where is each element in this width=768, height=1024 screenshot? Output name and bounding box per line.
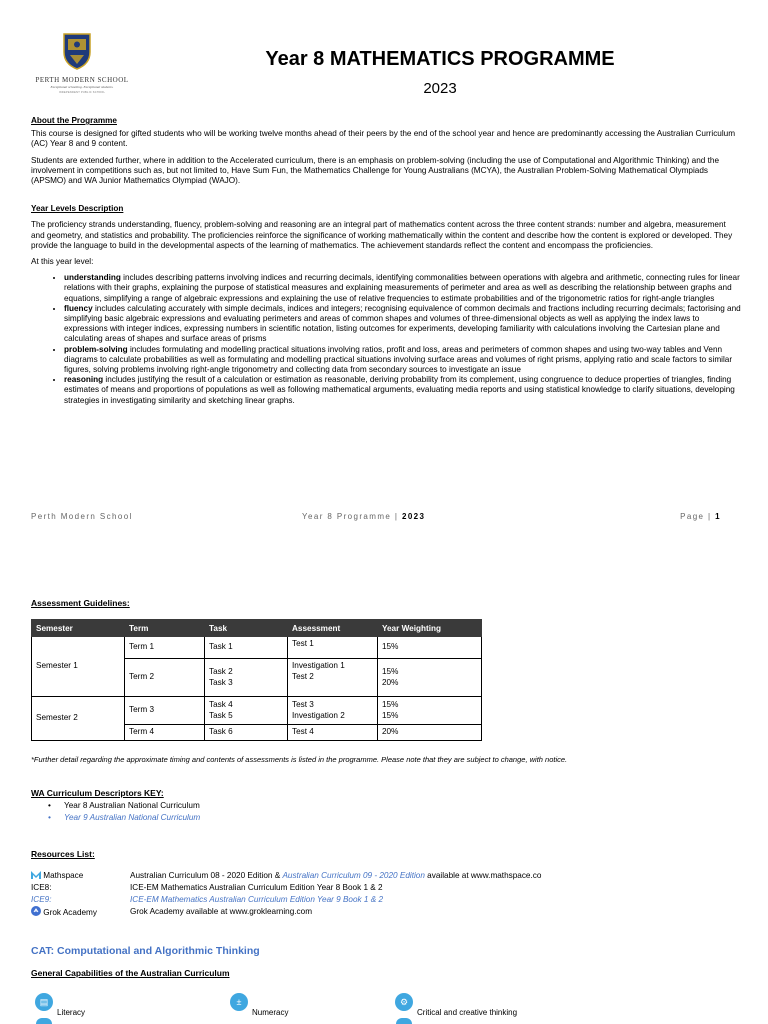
assessment-note: *Further detail regarding the approximate timing and contents of assessments is listed in the programme. Please note that they are subject to change, with notice.: [31, 755, 568, 764]
assessment-cell: [288, 697, 378, 725]
key-heading: WA Curriculum Descriptors KEY:: [31, 788, 164, 798]
resource-value: Grok Academy available at www.groklearning.com: [130, 907, 313, 916]
footer-programme: [302, 512, 425, 521]
column-header: Semester: [32, 620, 125, 637]
critical-thinking-icon: ⚙: [395, 993, 413, 1011]
column-header: Term: [125, 620, 205, 637]
levels-intro: At this year level:: [31, 257, 94, 267]
strand-term: understanding: [64, 273, 121, 283]
strand-text: includes describing patterns involving indices and recurring decimals, identifying commonalities between operations with algebra and arithmetic, connecting rules for linear relations with their graphs, explaining the purpose of statistical measures and explaining measurements of perimeter and area as well as describing the relationship between graphs and equations, simplifying a range of algebraic expressions and explaining the use of relative frequencies to estimate probabilities and of the trigonometric ratios for right-angle triangles: [64, 273, 740, 303]
school-crest-icon: [62, 30, 92, 70]
assessment-heading: Assessment Guidelines:: [31, 598, 130, 608]
page-one-content: [31, 116, 741, 406]
strand-text: includes formulating and modelling practical situations involving ratios, profit and loss, areas and perimeters of common shapes and using two-way tables and Venn diagrams to calculate probabilities as well as formulating and modelling practical situations involving surface areas and volumes of right prisms, applying ratio and scale factors to similar figures, solving problems involving right-angle trigonometry and collecting data from secondary sources to investigate an issue: [64, 344, 733, 375]
list-item: [64, 345, 741, 376]
assessment-cell: Test 4: [288, 725, 378, 741]
about-paragraph-2: Students are extended further, where in addition to the Accelerated curriculum, there is an emphasis on problem-solving (including the use of Computational and Algorithmic Thinking) and the involvement in competitions such as, but not limited to, Have Sum Fun, the Mathematics Challenge for Young Australians (MCYA), the Australian Problem-Solving Mathematical Olympiads (APSMO) and WA Junior Mathematics Olympiad (WAJO).: [31, 155, 719, 186]
footer-page-number: 1: [715, 512, 721, 521]
strand-term: fluency: [64, 303, 93, 313]
levels-paragraph: The proficiency strands understanding, fluency, problem-solving and reasoning are an integral part of mathematics content across the three content strands: number and algebra, measurement and geometry, and statistics and probability. The proficiencies reinforce the significance of working mathematically within the content and describe how the content is explored or developed. They provide the language to build in the developmental aspects of the learning of mathematics. The achievement standards reflect the content and encompass the proficiencies.: [31, 220, 733, 250]
assessment-cell: [288, 659, 378, 697]
semester-cell: Semester 1: [32, 637, 125, 697]
capability-label: Numeracy: [252, 1008, 289, 1017]
school-tagline: Exceptional schooling. Exceptional students.: [50, 85, 114, 89]
resource-label: [31, 870, 129, 881]
column-header: Year Weighting: [378, 620, 482, 637]
resource-value: ICE-EM Mathematics Australian Curriculum Edition Year 9 Book 1 & 2: [130, 895, 384, 904]
footer-page-label: Page |: [680, 512, 716, 521]
task-line: Task 4: [209, 700, 233, 709]
page-two: [0, 560, 768, 1024]
weighting-cell: [378, 659, 482, 697]
task-cell: Task 6: [205, 725, 288, 741]
resource-label: ICE8:: [31, 883, 52, 892]
list-item: • Year 9 Australian National Curriculum: [31, 812, 200, 824]
task-cell: [205, 659, 288, 697]
semester-cell: Semester 2: [32, 697, 125, 741]
about-paragraph-1: This course is designed for gifted students who will be working twelve months ahead of their peers by the end of the school year and hence are predominantly accessing the Australian Curriculum (AC) Year 8 and 9 content.: [31, 129, 736, 149]
numeracy-icon: ±: [230, 993, 248, 1011]
task-line: Task 3: [209, 677, 233, 687]
weighting-line: 15%: [382, 667, 399, 676]
term-cell: Term 3: [125, 697, 205, 725]
page-year: 2023: [423, 80, 457, 97]
task-cell: Task 1: [205, 637, 288, 659]
resource-text-y9: Australian Curriculum 09 - 2020 Edition: [282, 871, 425, 880]
resources-heading: Resources List:: [31, 849, 95, 859]
footer-school: Perth Modern School: [31, 512, 133, 521]
weighting-cell: [378, 697, 482, 725]
table-row: [32, 697, 482, 725]
resource-label: ICE9:: [31, 895, 52, 904]
resource-label-text: Grok Academy: [43, 908, 97, 917]
assessment-line: Test 2: [292, 671, 314, 681]
column-header: Assessment: [288, 620, 378, 637]
list-item: [64, 273, 741, 304]
assessment-line: Investigation 2: [292, 710, 345, 720]
footer-year: 2023: [401, 512, 426, 521]
assessment-line: Investigation 1: [292, 661, 345, 670]
strand-term: reasoning: [64, 375, 104, 385]
capability-icon-partial: [36, 1018, 52, 1024]
resource-text: available at www.mathspace.co: [424, 871, 542, 880]
list-item: [64, 375, 741, 406]
general-capabilities-heading: General Capabilities of the Australian Curriculum: [31, 968, 230, 978]
capability-icon-partial: [396, 1018, 412, 1024]
task-cell: [205, 697, 288, 725]
footer-page: [680, 512, 721, 521]
resource-label: [31, 906, 129, 918]
term-cell: Term 4: [125, 725, 205, 741]
weighting-line: 15%: [382, 710, 399, 720]
resource-value: [130, 870, 541, 881]
term-cell: Term 2: [125, 659, 205, 697]
grok-academy-icon: [31, 906, 41, 916]
table-row: [32, 637, 482, 659]
footer-programme-label: Year 8 Programme |: [302, 512, 402, 521]
school-subtag: INDEPENDENT PUBLIC SCHOOL: [58, 91, 106, 94]
task-line: Task 2: [209, 667, 233, 676]
weighting-cell: 20%: [378, 725, 482, 741]
assessment-line: Test 3: [292, 700, 314, 709]
table-header-row: [32, 620, 482, 637]
weighting-line: 20%: [382, 677, 399, 687]
levels-heading: Year Levels Description: [31, 204, 124, 214]
resource-label-text: Mathspace: [43, 871, 84, 880]
assessment-cell: Test 1: [288, 637, 378, 659]
weighting-line: 15%: [382, 700, 399, 709]
strands-list: [31, 273, 741, 406]
capability-label: Literacy: [57, 1008, 86, 1017]
strand-term: problem-solving: [64, 344, 128, 354]
list-item: [64, 304, 741, 345]
cat-heading: CAT: Computational and Algorithmic Thinking: [31, 945, 260, 957]
page-title: Year 8 MATHEMATICS PROGRAMME: [265, 48, 615, 70]
column-header: Task: [205, 620, 288, 637]
capability-label: Critical and creative thinking: [417, 1008, 518, 1017]
school-name: PERTH MODERN SCHOOL: [35, 76, 129, 84]
assessment-table: [31, 619, 482, 741]
about-heading: About the Programme: [31, 116, 117, 125]
literacy-icon: ▤: [35, 993, 53, 1011]
weighting-cell: 15%: [378, 637, 482, 659]
resource-text: Australian Curriculum 08 - 2020 Edition &: [130, 871, 283, 880]
list-item: • Year 8 Australian National Curriculum: [31, 800, 200, 812]
key-list: [31, 800, 200, 824]
resource-value: ICE-EM Mathematics Australian Curriculum Edition Year 8 Book 1 & 2: [130, 883, 383, 892]
term-cell: Term 1: [125, 637, 205, 659]
strand-text: includes justifying the result of a calculation or estimation as reasonable, deriving probability from its complement, using congruence to deduce properties of triangles, finding estimates of means and proportions of populations as well as following mathematical arguments, evaluating media reports and using statistical knowledge to clarify situations, developing strategies in investigating similarity and sketching linear graphs.: [64, 375, 735, 405]
task-line: Task 5: [209, 710, 233, 720]
strand-text: includes calculating accurately with simple decimals, indices and integers; recognising equivalence of common decimals and fractions including recurring decimals; factorising and simplifying basic algebraic expressions and evaluating perimeters and areas of common shapes and volumes of three-dimensional objects as well as applying the index laws to expressions with integer indices, expressing numbers in scientific notation, listing outcomes for experiments, developing familiarity with calculations involving the Cartesian plane and calculating areas of shapes and surface areas of prisms: [64, 303, 741, 344]
mathspace-icon: [31, 871, 41, 879]
